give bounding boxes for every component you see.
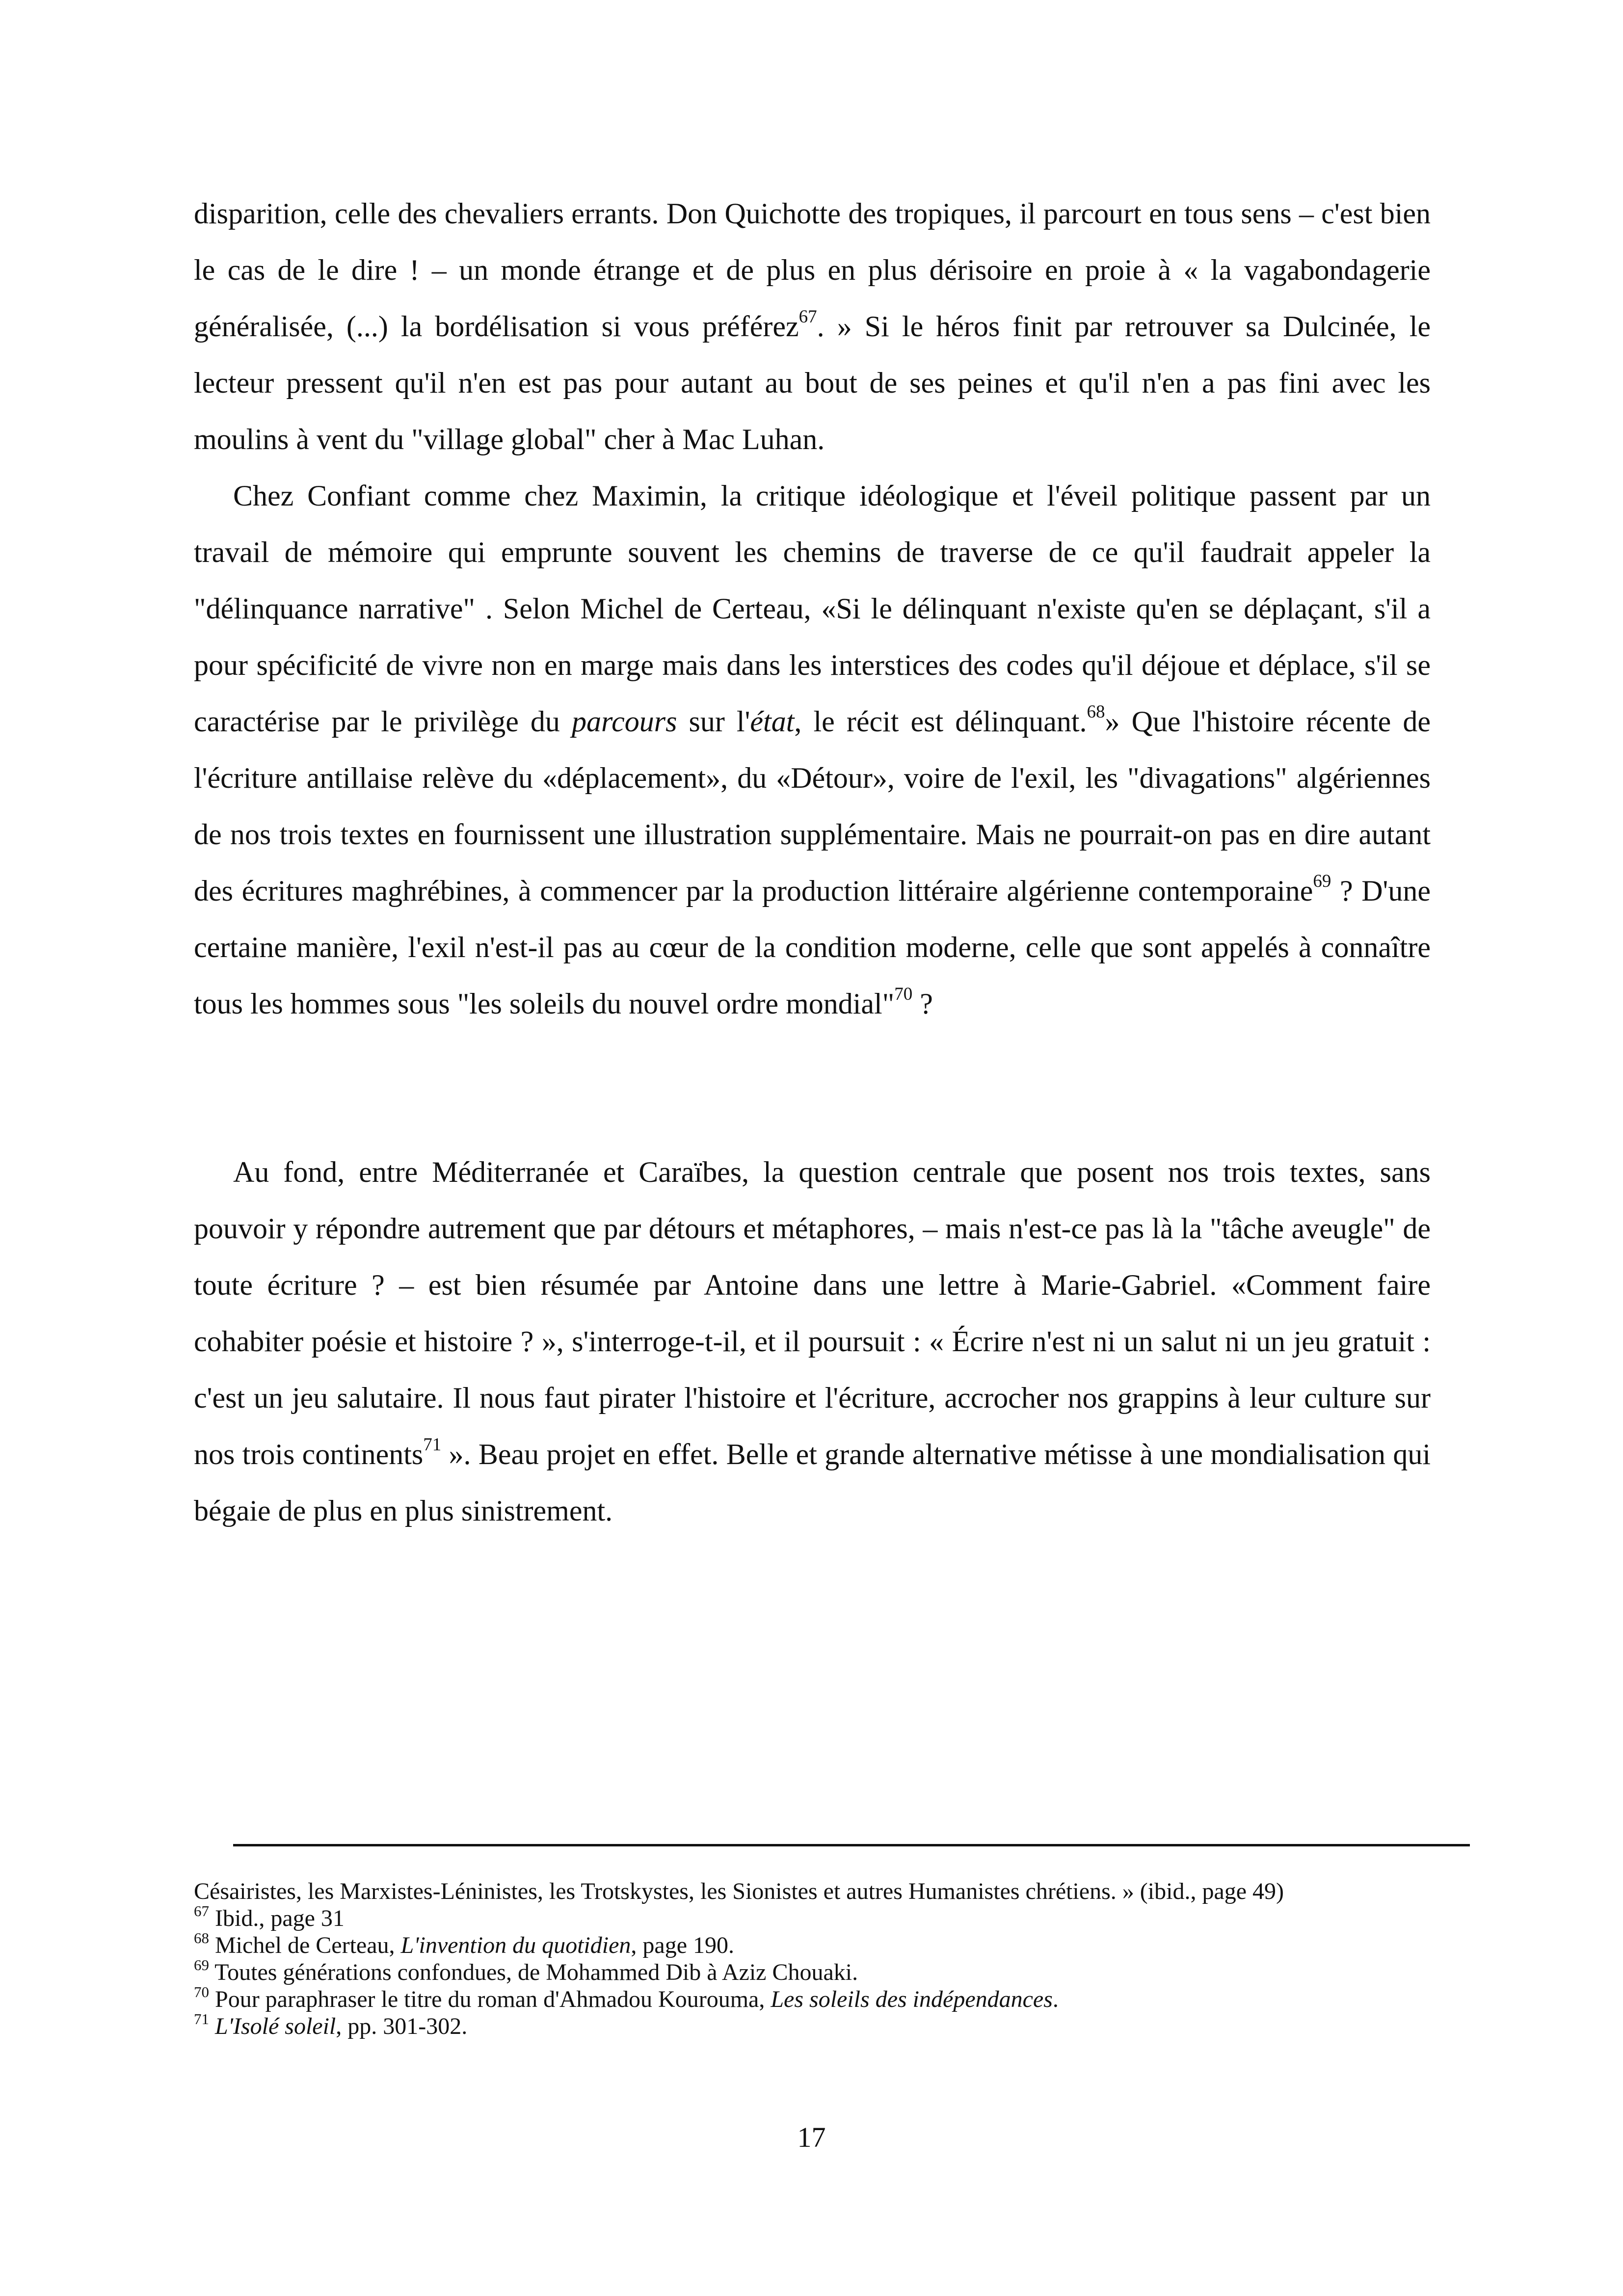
footnote-title: L'Isolé soleil — [215, 2013, 336, 2039]
text-run: sur l' — [677, 705, 750, 738]
text-run: Chez Confiant comme chez Maximin, la critique idéologique et l'éveil politique passent par un travail de mémoire qui emprunte souvent les chemins de traverse de ce qu'il faudrait appeler la "délinquance narrative" . Selon Michel de Certeau, «Si le délinquant n'existe qu'en se déplaçant, s'il a pour spécificité de vivre non en marge mais dans les interstices des codes qu'il déjoue et déplace, s'il se caractérise par le privilège du — [194, 480, 1431, 738]
text-run: ? D'une certaine manière, l'exil n'est-il pas au cœur de la condition moderne, celle que sont appelés à connaître tous les hommes sous "les soleils du nouvel ordre mondial" — [194, 875, 1431, 1020]
footnote-number: 69 — [194, 1956, 209, 1974]
footnote-number: 71 — [194, 2010, 209, 2028]
footnote-ref-71[interactable]: 71 — [423, 1435, 442, 1455]
page-number: 17 — [797, 2121, 826, 2153]
footnote-ref-69[interactable]: 69 — [1313, 871, 1331, 891]
text-run: Au fond, entre Méditerranée et Caraïbes, la question centrale que posent nos trois textes, sans pouvoir y répondre autrement que par détours et métaphores, – mais n'est-ce pas là la "tâche aveugle" de toute écriture ? – est bien résumée par Antoine dans une lettre à Marie-Gabriel. «Comment faire cohabiter poésie et histoire ? », s'interroge-t-il, et il poursuit : « Écrire n'est ni un salut ni un jeu gratuit : c'est un jeu salutaire. Il nous faut pirater l'histoire et l'écriture, accrocher nos grappins à leur culture sur nos trois continents — [194, 1156, 1431, 1470]
footnote-ref-70[interactable]: 70 — [894, 984, 913, 1004]
footnote-text: Michel de Certeau, — [209, 1932, 401, 1958]
footnote-text: Toutes générations confondues, de Mohammed Dib à Aziz Chouaki. — [209, 1959, 858, 1985]
paragraph-1 — [194, 186, 1431, 468]
text-run: ? — [912, 988, 933, 1020]
footnote-continuation: Césairistes, les Marxistes-Léninistes, les Trotskystes, les Sionistes et autres Humanistes chrétiens. » (ibid., page 49) — [194, 1878, 1284, 1904]
footnote-68 — [194, 1929, 1431, 1959]
footnote-number: 68 — [194, 1929, 209, 1947]
footnote-text: . — [1052, 1986, 1059, 2012]
footnote-text: Pour paraphraser le titre du roman d'Ahmadou Kourouma, — [209, 1986, 771, 2012]
text-run: » Que l'histoire récente de l'écriture antillaise relève du «déplacement», du «Détour», voire de l'exil, les "divagations" algériennes de nos trois textes en fournissent une illustration supplémentaire. Mais ne pourrait-on pas en dire autant des écritures maghrébines, à commencer par la production littéraire algérienne contemporaine — [194, 705, 1431, 907]
text-run: , le récit est délinquant. — [794, 705, 1087, 738]
footnote-text: Ibid., page 31 — [209, 1905, 345, 1931]
footnote-69 — [194, 1956, 1431, 1986]
footnote-text: , pp. 301-302. — [336, 2013, 468, 2039]
italic-term: état — [750, 705, 795, 738]
text-run: disparition, celle des chevaliers errants. Don Quichotte des tropiques, il parcourt en tous sens – c'est bien le cas de le dire ! – un monde étrange et de plus en plus dérisoire en proie à « la vagabondagerie généralisée, (...) la bordélisation si vous préférez — [194, 197, 1431, 343]
footnotes — [194, 1878, 1431, 2040]
text-run: . » Si le héros finit par retrouver sa Dulcinée, le lecteur pressent qu'il n'en est pas pour autant au bout de ses peines et qu'il n'en a pas fini avec les moulins à vent du "village global" cher à Mac Luhan. — [194, 310, 1431, 455]
footnote-ref-67[interactable]: 67 — [798, 307, 817, 327]
footnote-title: L'invention du quotidien — [400, 1932, 631, 1958]
paragraph-3 — [194, 1144, 1431, 1539]
footnote-67 — [194, 1902, 1431, 1932]
footnote-text: , page 190. — [631, 1932, 735, 1958]
footnote-70 — [194, 1983, 1431, 2013]
paragraph-2 — [194, 468, 1431, 1032]
footnote-71 — [194, 2010, 1431, 2040]
footnote-ref-68[interactable]: 68 — [1087, 702, 1105, 722]
text-run: ». Beau projet en effet. Belle et grande alternative métisse à une mondialisation qui bégaie de plus en plus sinistrement. — [194, 1438, 1431, 1527]
footnote-number: 70 — [194, 1983, 209, 2001]
footnote-title: Les soleils des indépendances — [771, 1986, 1053, 2012]
footnote-separator — [233, 1844, 1470, 1846]
footnote-number: 67 — [194, 1902, 209, 1920]
italic-term: parcours — [571, 705, 677, 738]
